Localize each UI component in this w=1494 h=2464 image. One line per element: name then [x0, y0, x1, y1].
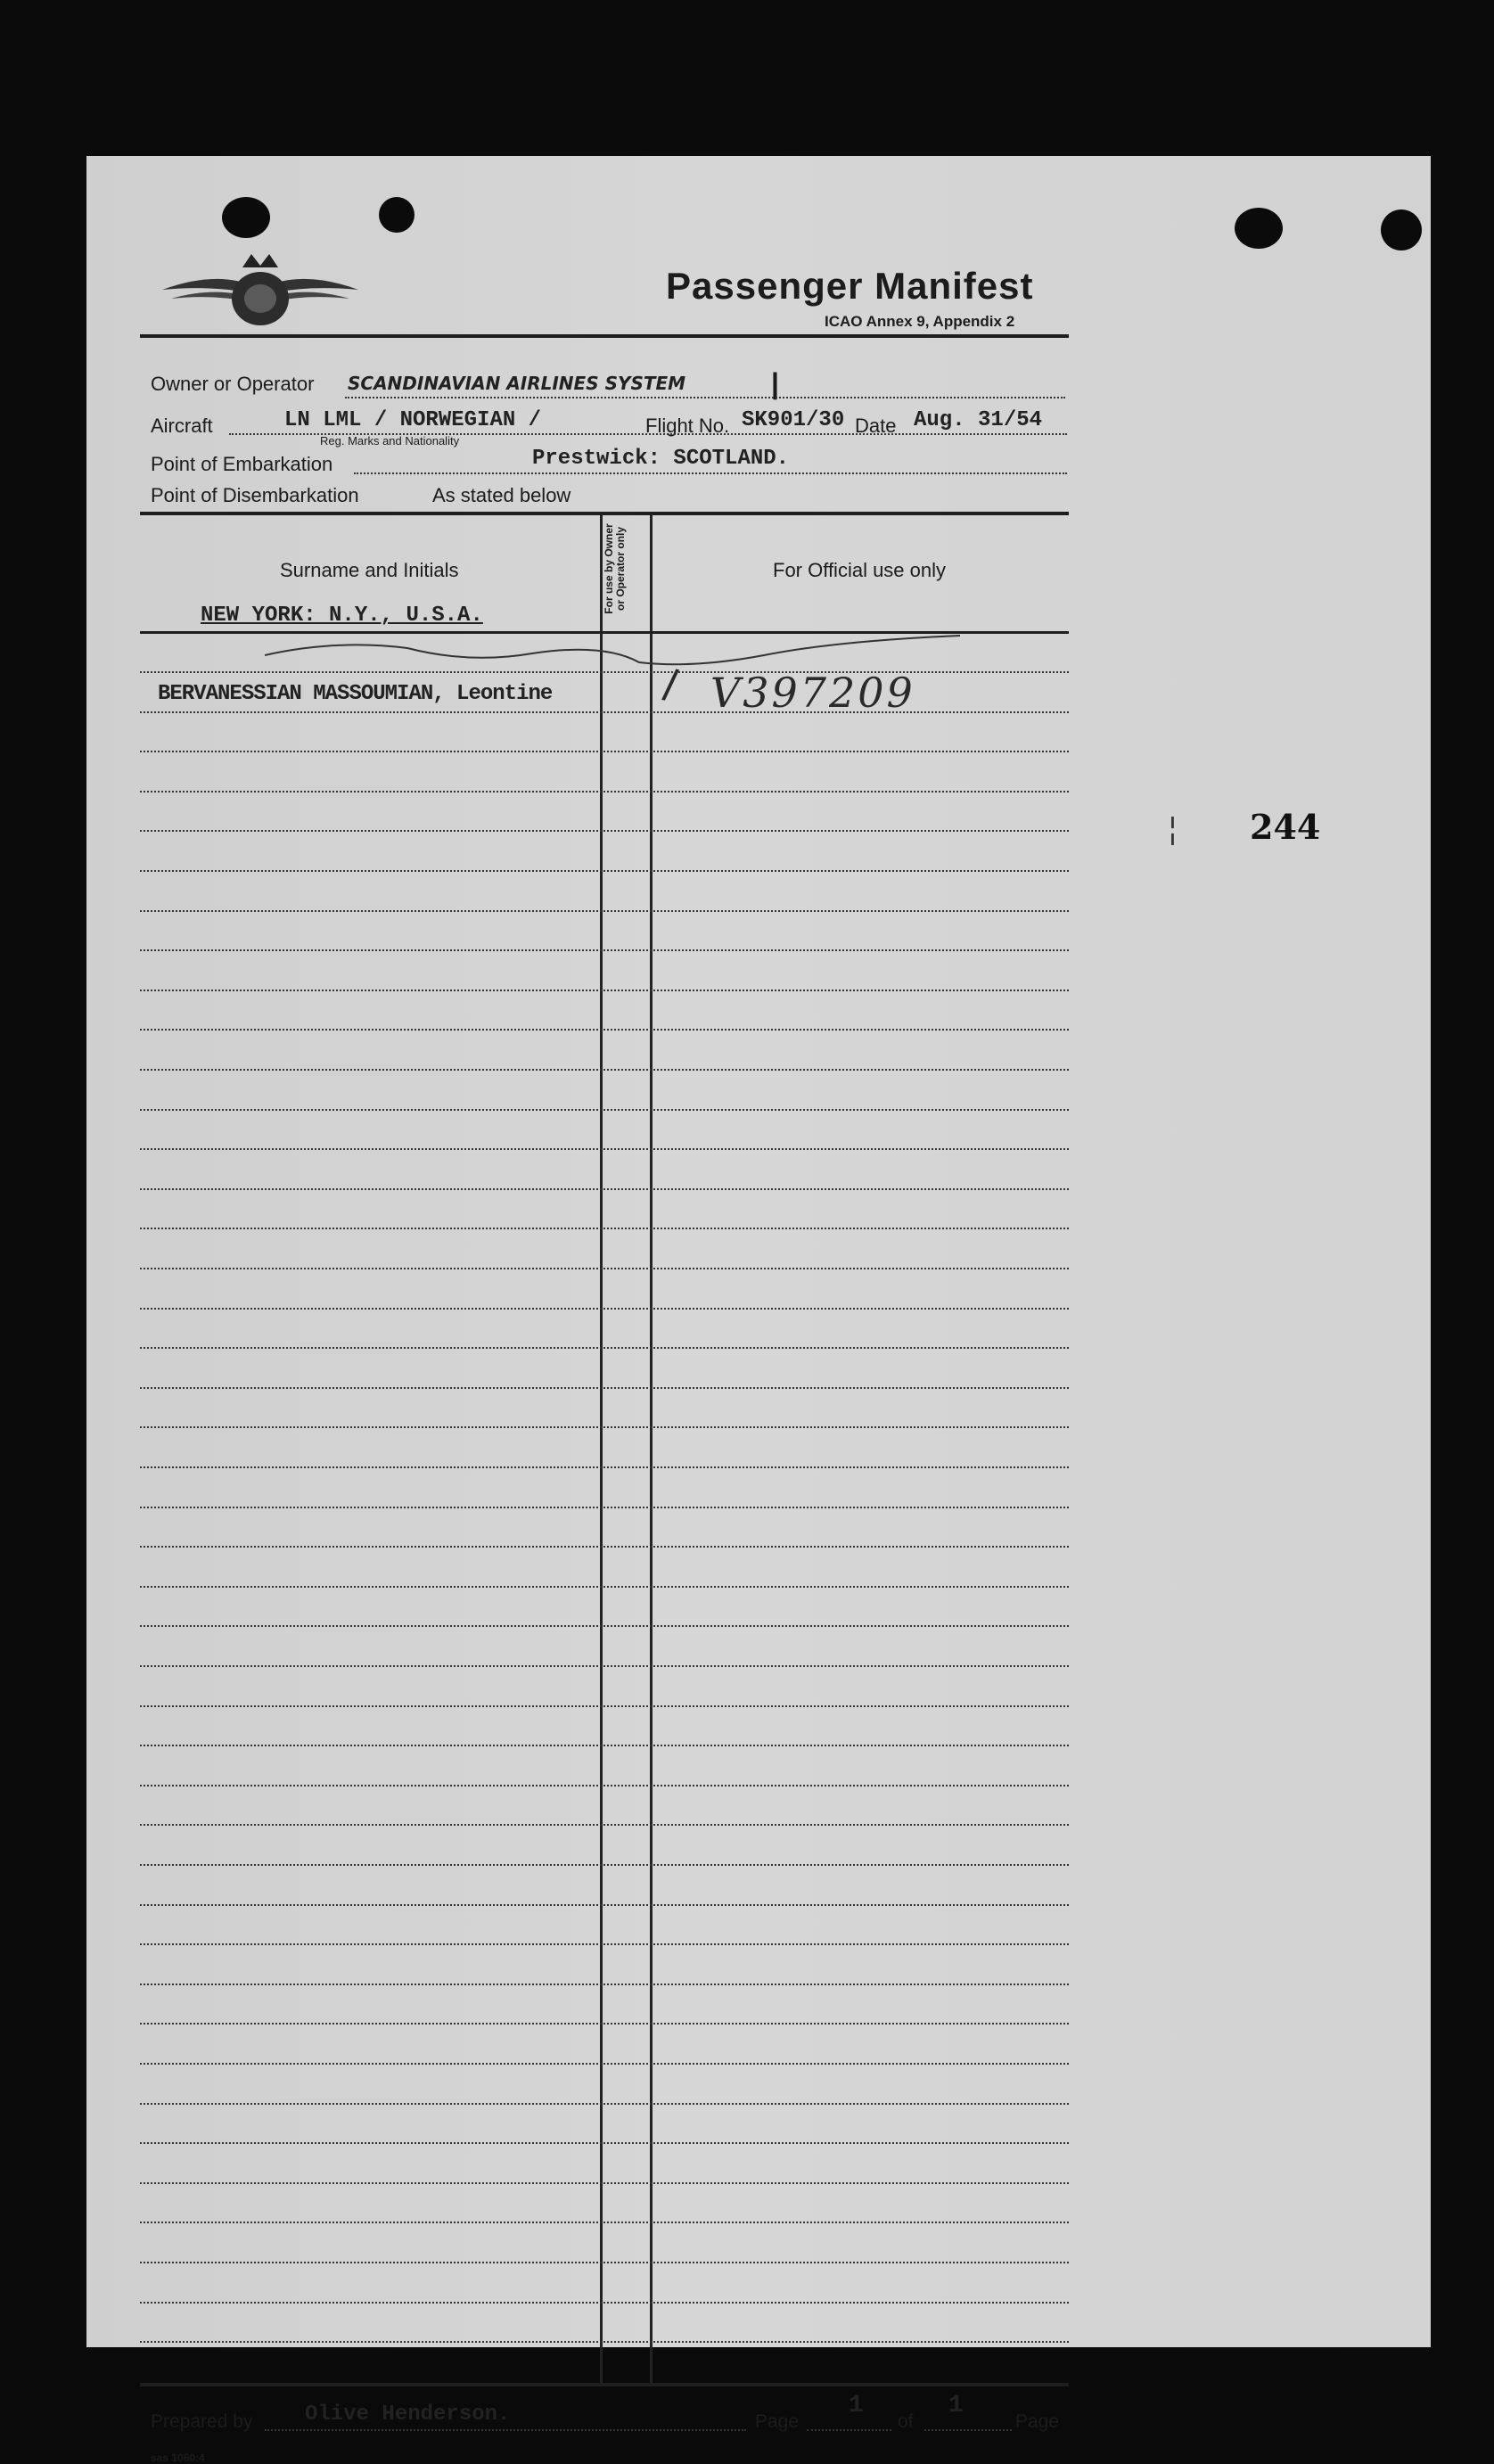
page-value: 1	[849, 2392, 864, 2419]
page-subtitle: ICAO Annex 9, Appendix 2	[825, 313, 1015, 330]
ruled-line	[140, 2103, 1069, 2105]
ruled-line	[140, 1148, 1069, 1150]
ruled-line	[140, 1387, 1069, 1389]
flight-label: Flight No.	[645, 415, 730, 437]
ruled-line	[140, 1625, 1069, 1627]
ruled-line	[140, 2302, 1069, 2304]
ruled-line	[140, 1546, 1069, 1548]
flight-value: SK901/30	[742, 408, 845, 432]
prepared-label: Prepared by	[151, 2411, 253, 2432]
owner-slash: |	[771, 367, 779, 399]
ruled-line	[140, 1228, 1069, 1229]
aircraft-value: LN LML / NORWEGIAN /	[284, 408, 542, 432]
airline-logo-icon	[158, 250, 363, 334]
ruled-line	[140, 2341, 1069, 2343]
stamp-number: 244	[1250, 807, 1321, 847]
ruled-line	[140, 2262, 1069, 2263]
page-dotline	[807, 2429, 891, 2431]
ruled-line	[140, 1586, 1069, 1588]
aircraft-dotline	[229, 433, 1067, 435]
table-top-rule	[140, 512, 1069, 515]
tick-mark: ¦	[1169, 812, 1177, 846]
ruled-line	[140, 910, 1069, 912]
footer-rule	[140, 2383, 1069, 2386]
ruled-line	[140, 990, 1069, 991]
ruled-line	[140, 870, 1069, 872]
ruled-line	[140, 1984, 1069, 1985]
ruled-line	[140, 1864, 1069, 1866]
ruled-line	[140, 1824, 1069, 1826]
ruled-line	[140, 2063, 1069, 2065]
ruled-line	[140, 830, 1069, 832]
ruled-line	[140, 2222, 1069, 2223]
ruled-line	[140, 1347, 1069, 1349]
punch-hole	[1235, 208, 1283, 249]
manifest-sheet	[86, 156, 1431, 2464]
date-value: Aug. 31/54	[914, 408, 1043, 432]
table-row-name: BERVANESSIAN MASSOUMIAN, Leontine	[158, 682, 553, 706]
reg-marks-label: Reg. Marks and Nationality	[320, 434, 460, 448]
owner-dotline	[345, 397, 1065, 398]
ruled-line	[140, 671, 1069, 673]
ruled-line	[140, 2023, 1069, 2025]
disembarkation-value: As stated below	[432, 484, 571, 506]
check-mark: /	[660, 660, 681, 711]
embarkation-label: Point of Embarkation	[151, 453, 333, 475]
form-code: sas 1060:4	[151, 2452, 205, 2464]
page-label-2: Page	[1015, 2411, 1060, 2432]
page-title: Passenger Manifest	[666, 265, 1034, 307]
ruled-line	[140, 1466, 1069, 1468]
punch-hole	[1381, 209, 1422, 251]
date-label: Date	[855, 415, 897, 437]
aircraft-label: Aircraft	[151, 415, 213, 437]
ruled-line	[140, 1109, 1069, 1111]
ruled-line	[140, 1426, 1069, 1428]
embarkation-dotline	[354, 472, 1067, 474]
ruled-line	[140, 1705, 1069, 1707]
of-value: 1	[948, 2392, 964, 2419]
ruled-line	[140, 2142, 1069, 2144]
ruled-line	[140, 1308, 1069, 1310]
col-official-header: For Official use only	[773, 559, 947, 581]
of-dotline	[924, 2429, 1012, 2431]
of-label: of	[898, 2411, 914, 2432]
header-rule	[140, 334, 1069, 338]
prepared-dotline	[265, 2429, 746, 2431]
owner-label: Owner or Operator	[151, 373, 315, 395]
col-name-header: Surname and Initials	[280, 559, 459, 581]
ruled-line	[140, 1188, 1069, 1190]
ruled-line	[140, 2182, 1069, 2184]
table-row-name: NEW YORK: N.Y., U.S.A.	[201, 604, 483, 628]
ruled-line	[140, 1268, 1069, 1269]
ruled-line	[140, 751, 1069, 752]
ruled-line	[140, 1029, 1069, 1031]
ruled-line	[140, 711, 1069, 713]
prepared-value: Olive Henderson.	[305, 2402, 511, 2427]
page-label: Page	[755, 2411, 800, 2432]
ruled-line	[140, 1069, 1069, 1071]
ruled-line	[140, 949, 1069, 951]
owner-value: SCANDINAVIAN AIRLINES SYSTEM	[348, 373, 686, 394]
ruled-line	[140, 1745, 1069, 1746]
ruled-line	[140, 1507, 1069, 1508]
table-row-official: V397209	[710, 669, 915, 717]
punch-hole	[379, 197, 415, 233]
ruled-line	[140, 1943, 1069, 1945]
strike-line	[265, 628, 978, 673]
disembarkation-label: Point of Disembarkation	[151, 484, 359, 506]
embarkation-value: Prestwick: SCOTLAND.	[532, 447, 790, 471]
ruled-line	[140, 1904, 1069, 1906]
ruled-line	[140, 791, 1069, 793]
punch-hole	[222, 197, 270, 238]
ruled-line	[140, 1665, 1069, 1667]
ruled-line	[140, 1785, 1069, 1786]
col-owner-header: For use by Owner or Operator only	[603, 523, 627, 614]
